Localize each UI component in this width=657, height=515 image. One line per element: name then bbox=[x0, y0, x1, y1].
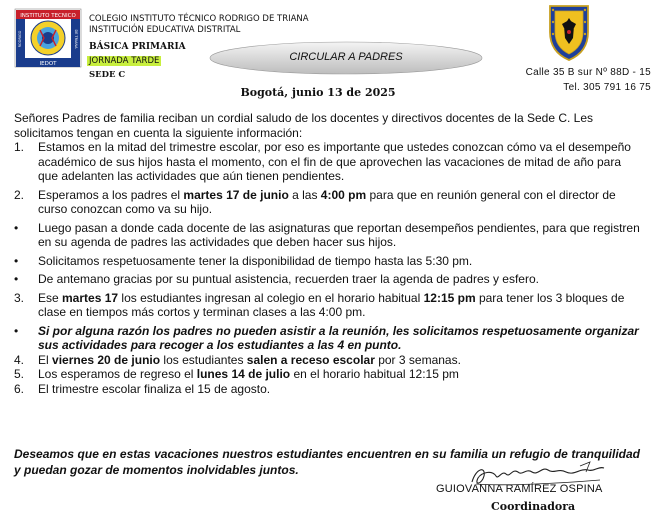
letter-body bbox=[14, 111, 640, 396]
bullet-marker: • bbox=[14, 323, 19, 338]
bullet-marker: • bbox=[14, 220, 19, 235]
list-item-text: Solicitamos respetuosamente tener la disponibilidad de tiempo hasta las 5:30 pm. bbox=[38, 253, 473, 268]
bullet-marker: • bbox=[14, 272, 19, 286]
list-item bbox=[14, 188, 640, 217]
logo-right-text: DE TRIANA bbox=[74, 29, 78, 49]
school-shift: JORNADA TARDE bbox=[89, 56, 160, 66]
signer-name: GUIOVANNA RAMÍREZ OSPINA bbox=[436, 483, 603, 495]
meeting-time: 4:00 pm bbox=[320, 187, 367, 202]
intro-paragraph: Señores Padres de familia reciban un cordial saludo de los docentes y directivos docentes de la Sede C. Les solicitamos tengan en cuenta la siguiente información: bbox=[14, 111, 594, 140]
institution-type: INSTITUCIÓN EDUCATIVA DISTRITAL bbox=[89, 25, 241, 35]
list-item bbox=[14, 367, 640, 382]
list-item-text: De antemano gracias por su puntual asistencia, recuerden traer la agenda de padres y esfero. bbox=[38, 272, 539, 286]
logo-bottom-text: IEDOT bbox=[39, 61, 57, 67]
signer-role: Coordinadora bbox=[491, 500, 576, 513]
list-item-text: Los esperamos de regreso el lunes 14 de julio en el horario habitual 12:15 pm bbox=[38, 367, 459, 381]
list-item-text: Luego pasan a donde cada docente de las asignaturas que reportan desempeños pendientes, para que registren en su agenda de padres las actividades que deben hacer sus hijos. bbox=[38, 220, 640, 249]
bogota-coat-of-arms bbox=[544, 2, 594, 64]
list-item-text: El viernes 20 de junio los estudiantes salen a receso escolar por 3 semanas. bbox=[38, 352, 461, 367]
school-address: Calle 35 B sur Nº 88D - 15 bbox=[525, 67, 651, 78]
return-date: lunes 14 de julio bbox=[196, 367, 291, 381]
list-item bbox=[14, 272, 640, 287]
list-item-text: Si por alguna razón los padres no pueden asistir a la reunión, les solicitamos respetuosamente organizar sus actividades para recoger a los estudiantes a las 4 en punto. bbox=[38, 323, 639, 352]
list-item bbox=[14, 140, 640, 184]
list-item bbox=[14, 221, 640, 250]
closing-paragraph: Deseamos que en estas vacaciones nuestros estudiantes encuentren en su familia un refugio de tranquilidad y puedan gozar de momentos inolvidables juntos. bbox=[14, 447, 640, 477]
recess-label: salen a receso escolar bbox=[246, 352, 375, 367]
school-logo bbox=[14, 8, 82, 68]
list-item-text: El trimestre escolar finaliza el 15 de agosto. bbox=[38, 381, 271, 396]
list-marker: 2. bbox=[14, 187, 25, 202]
list-item bbox=[14, 324, 640, 353]
school-name: COLEGIO INSTITUTO TÉCNICO RODRIGO DE TRIANA bbox=[89, 14, 309, 24]
list-marker: 6. bbox=[14, 381, 25, 396]
list-marker: 5. bbox=[14, 367, 25, 381]
list-item-text: Estamos en la mitad del trimestre escolar, por eso es importante que ustedes conozcan cómo va el desempeño académico de sus hijos hasta el momento, con el fin de que aprovechen las vacaciones de mitad de año para que adelanten las actividades que aún tienen pendientes. bbox=[38, 140, 631, 183]
list-marker: 3. bbox=[14, 290, 25, 305]
school-phone: Tel. 305 791 16 75 bbox=[563, 82, 651, 93]
list-item-text: Esperamos a los padres el martes 17 de junio a las 4:00 pm para que en reunión general con el director de curso conozcan como va su hijo. bbox=[38, 187, 616, 216]
education-level: BÁSICA PRIMARIA bbox=[89, 42, 186, 52]
document-title: CIRCULAR A PADRES bbox=[289, 51, 403, 63]
document-date: Bogotá, junio 13 de 2025 bbox=[240, 86, 396, 99]
list-item bbox=[14, 382, 640, 397]
entry-day: martes 17 bbox=[62, 290, 119, 305]
bullet-marker: • bbox=[14, 253, 19, 268]
meeting-date: martes 17 de junio bbox=[183, 187, 289, 202]
school-sede: SEDE C bbox=[89, 70, 126, 80]
list-item bbox=[14, 291, 640, 320]
list-item bbox=[14, 254, 640, 269]
list-marker: 1. bbox=[14, 140, 25, 154]
logo-left-text: RODRIGO bbox=[18, 30, 22, 48]
logo-top-text: INSTITUTO TECNICO bbox=[20, 13, 76, 19]
recess-date: viernes 20 de junio bbox=[52, 352, 161, 367]
list-item bbox=[14, 353, 640, 368]
list-item-text: Ese martes 17 los estudiantes ingresan al colegio en el horario habitual 12:15 pm para tener los 3 bloques de clase en tiempos más cortos y terminan clases a las 4:00 pm. bbox=[38, 290, 625, 319]
entry-time: 12:15 pm bbox=[423, 290, 476, 305]
list-marker: 4. bbox=[14, 352, 25, 367]
